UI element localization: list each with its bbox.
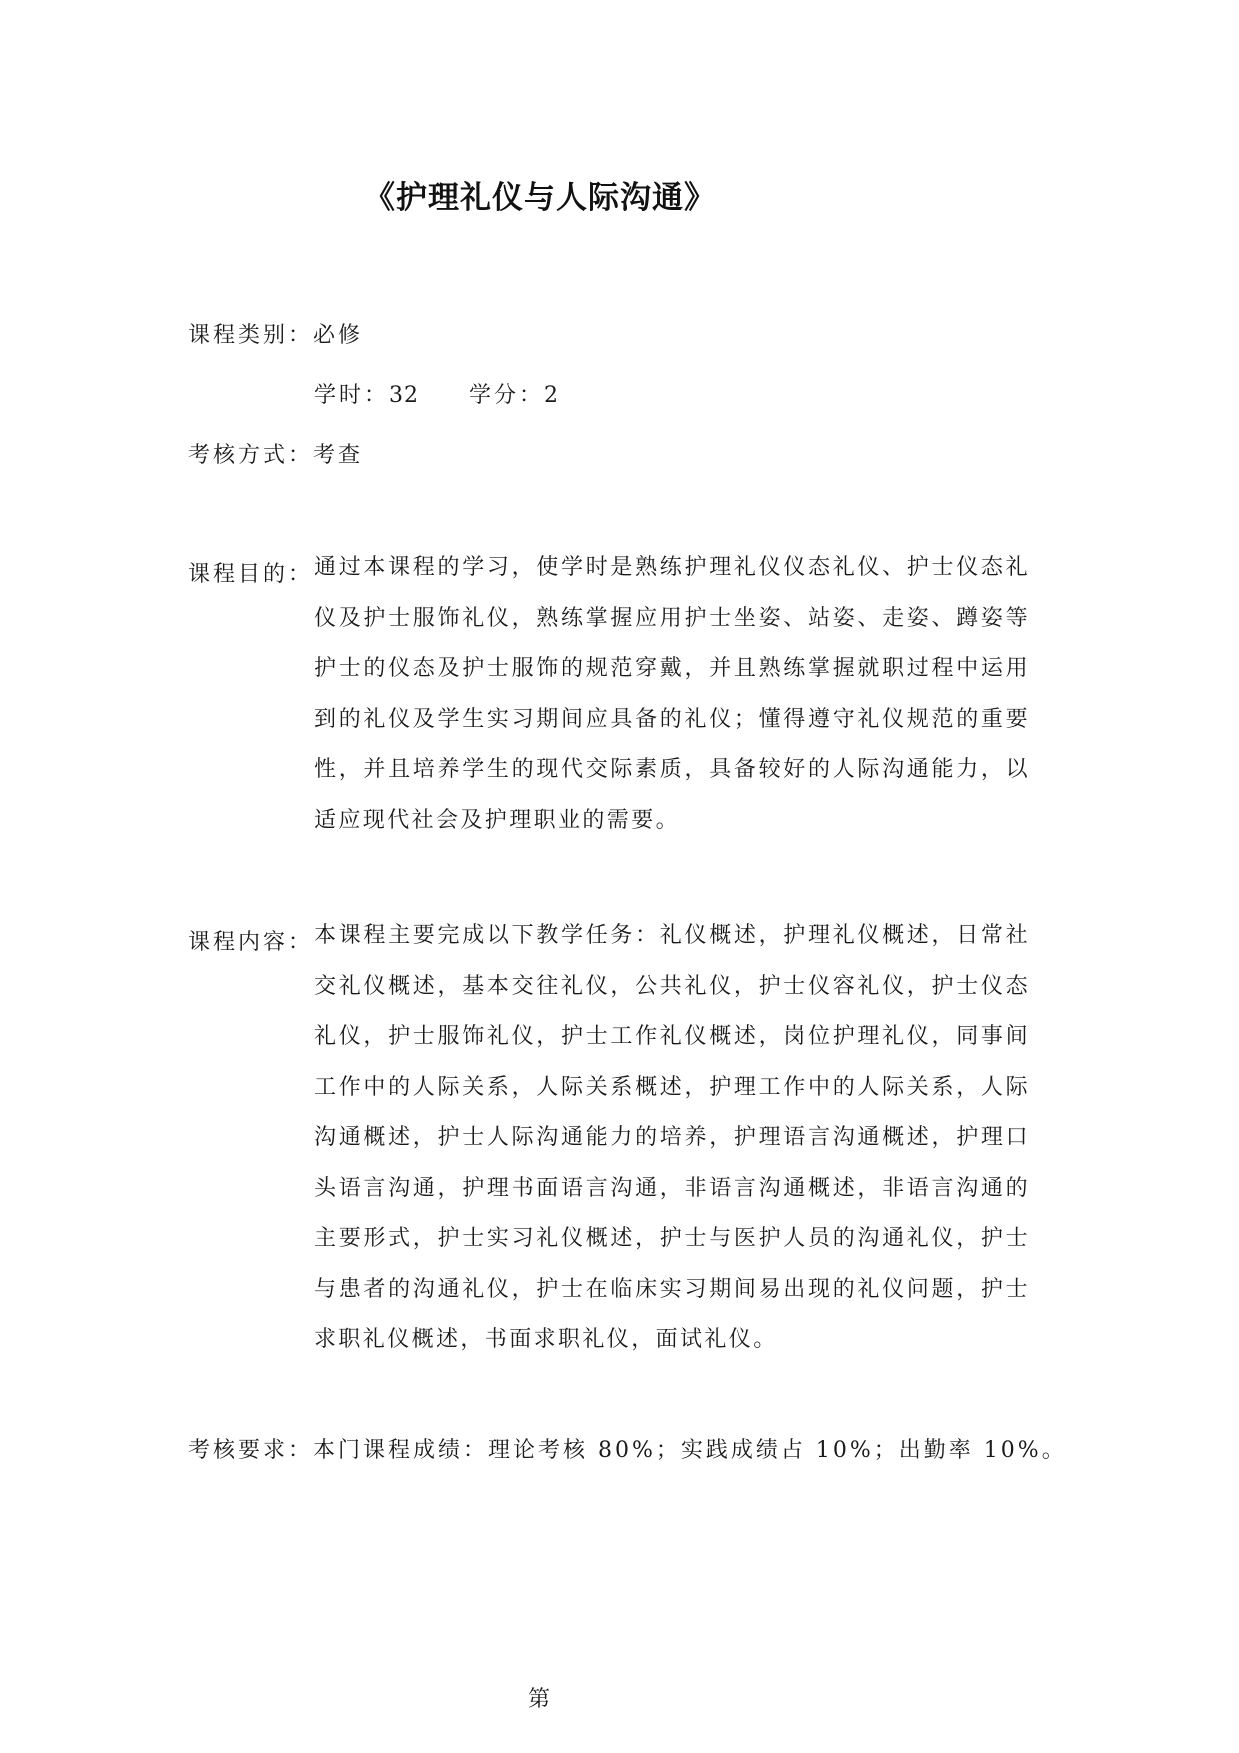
course-content-text: 本课程主要完成以下教学任务：礼仪概述，护理礼仪概述，日常社交礼仪概述，基本交往礼仪，公共礼仪，护士仪容礼仪，护士仪态礼仪，护士服饰礼仪，护士工作礼仪概述，岗位护理礼仪，同事间工作中的人际关系，人际关系概述，护理工作中的人际关系，人际沟通概述，护士人际沟通能力的培养，护理语言沟通概述，护理口头语言沟通，护理书面语言沟通，非语言沟通概述，非语言沟通的主要形式，护士实习礼仪概述，护士与医护人员的沟通礼仪，护士与患者的沟通礼仪，护士在临床实习期间易出现的礼仪问题，护士求职礼仪概述，书面求职礼仪，面试礼仪。 — [314, 923, 1030, 1352]
credit-value: 2 — [544, 383, 560, 408]
assessment-requirements-text: 本门课程成绩：理论考核 80%；实践成绩占 10%；出勤率 10%。 — [313, 1438, 1067, 1463]
course-type-row — [188, 318, 363, 349]
assessment-requirements-label: 考核要求： — [188, 1438, 314, 1463]
hours-label: 学时： — [314, 383, 390, 408]
assessment-method-label: 考核方式： — [188, 443, 314, 468]
course-content-label: 课程内容： — [188, 930, 314, 955]
hours-credit-row — [314, 378, 559, 409]
assessment-requirements-row — [188, 1433, 1067, 1464]
assessment-method-row — [188, 438, 363, 469]
course-type-label: 课程类别： — [188, 323, 314, 348]
course-objective-label: 课程目的： — [188, 562, 314, 587]
hours-value: 32 — [389, 383, 420, 408]
course-type-value: 必修 — [313, 323, 364, 348]
page-footer: 第 — [527, 1687, 552, 1712]
assessment-method-value: 考查 — [313, 443, 364, 468]
credit-label: 学分： — [469, 383, 545, 408]
course-objective-text: 通过本课程的学习，使学时是熟练护理礼仪仪态礼仪、护士仪态礼仪及护士服饰礼仪，熟练掌握应用护士坐姿、站姿、走姿、蹲姿等护士的仪态及护士服饰的规范穿戴，并且熟练掌握就职过程中运用到的礼仪及学生实习期间应具备的礼仪；懂得遵守礼仪规范的重要性，并且培养学生的现代交际素质，具备较好的人际沟通能力，以适应现代社会及护理职业的需要。 — [314, 555, 1030, 833]
page-title: 《护理礼仪与人际沟通》 — [364, 180, 716, 216]
